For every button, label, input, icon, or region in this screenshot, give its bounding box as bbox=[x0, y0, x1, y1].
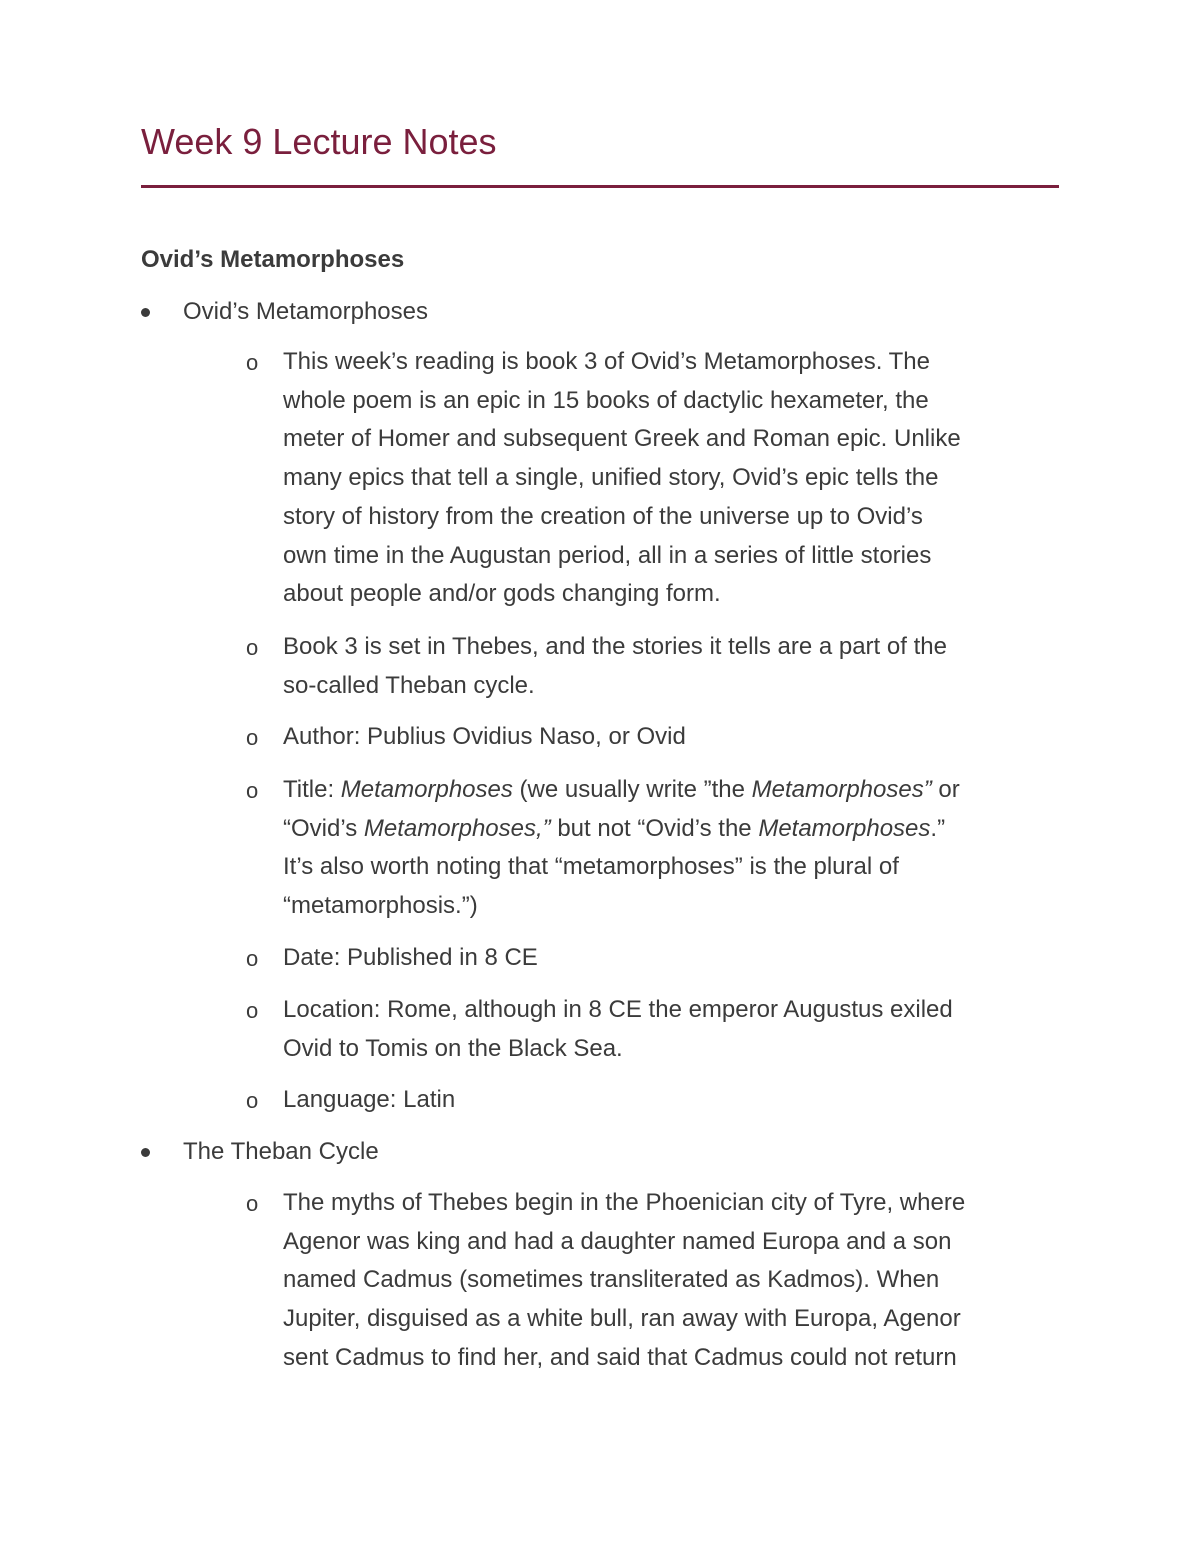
bullet-dot-icon bbox=[141, 308, 150, 317]
sub-item bbox=[246, 771, 1076, 926]
sub-item-text bbox=[283, 343, 1076, 614]
sub-item bbox=[246, 1184, 1076, 1378]
text-line: Language: Latin bbox=[283, 1086, 456, 1113]
text-line: The myths of Thebes begin in the Phoenician city of Tyre, where bbox=[283, 1189, 966, 1216]
bullet-label: Ovid’s Metamorphoses bbox=[183, 298, 428, 325]
text-line: named Cadmus (sometimes transliterated as Kadmos). When bbox=[283, 1266, 940, 1294]
sub-item-text bbox=[283, 939, 1076, 978]
sub-item-text bbox=[283, 1184, 1076, 1378]
sub-item-text bbox=[283, 991, 1076, 1068]
text-line: sent Cadmus to find her, and said that Cadmus could not return bbox=[283, 1343, 957, 1371]
sub-item bbox=[246, 718, 1076, 757]
sub-bullet-icon: o bbox=[246, 725, 259, 750]
sub-bullet-icon: o bbox=[246, 946, 259, 971]
sub-item bbox=[246, 1081, 1076, 1120]
text-line: This week’s reading is book 3 of Ovid’s Metamorphoses. The bbox=[283, 348, 930, 375]
text-line: Book 3 is set in Thebes, and the stories it tells are a part of the bbox=[283, 633, 947, 660]
sub-bullet-icon: o bbox=[246, 635, 259, 660]
sub-bullet-icon: o bbox=[246, 1088, 259, 1113]
sub-item bbox=[246, 343, 1076, 614]
sub-bullet-icon: o bbox=[246, 998, 259, 1023]
text-line: Ovid to Tomis on the Black Sea. bbox=[283, 1034, 623, 1062]
sub-item-text bbox=[283, 718, 1076, 757]
text-line: Jupiter, disguised as a white bull, ran away with Europa, Agenor bbox=[283, 1305, 961, 1333]
sub-bullet-icon: o bbox=[246, 778, 259, 803]
text-line: own time in the Augustan period, all in a series of little stories bbox=[283, 541, 932, 569]
text-line: Author: Publius Ovidius Naso, or Ovid bbox=[283, 723, 686, 750]
text-line: “Ovid’s Metamorphoses,” but not “Ovid’s the Metamorphoses.” bbox=[283, 814, 946, 842]
text-line: “metamorphosis.”) bbox=[283, 892, 478, 920]
title-divider bbox=[141, 185, 1059, 188]
text-line: Title: Metamorphoses (we usually write ”the Metamorphoses” or bbox=[283, 776, 960, 803]
text-line: whole poem is an epic in 15 books of dactylic hexameter, the bbox=[283, 386, 929, 414]
text-line: story of history from the creation of the universe up to Ovid’s bbox=[283, 502, 923, 530]
bullet-label: The Theban Cycle bbox=[183, 1138, 379, 1165]
sub-bullet-icon: o bbox=[246, 350, 259, 375]
text-line: Date: Published in 8 CE bbox=[283, 944, 538, 971]
sub-item-text bbox=[283, 1081, 1076, 1120]
text-line: It’s also worth noting that “metamorphoses” is the plural of bbox=[283, 853, 899, 881]
sub-item bbox=[246, 939, 1076, 978]
text-line: Location: Rome, although in 8 CE the emperor Augustus exiled bbox=[283, 996, 953, 1023]
section-heading: Ovid’s Metamorphoses bbox=[141, 246, 405, 273]
document-title: Week 9 Lecture Notes bbox=[141, 121, 497, 162]
bullet-dot-icon bbox=[141, 1148, 150, 1157]
text-line: so-called Theban cycle. bbox=[283, 671, 535, 699]
text-line: meter of Homer and subsequent Greek and Roman epic. Unlike bbox=[283, 425, 961, 453]
sub-item bbox=[246, 628, 1076, 705]
sub-item-text bbox=[283, 771, 1076, 926]
sub-bullet-icon: o bbox=[246, 1191, 259, 1216]
text-line: about people and/or gods changing form. bbox=[283, 580, 721, 608]
text-line: many epics that tell a single, unified story, Ovid’s epic tells the bbox=[283, 464, 939, 492]
sub-item bbox=[246, 991, 1076, 1068]
text-line: Agenor was king and had a daughter named Europa and a son bbox=[283, 1227, 952, 1255]
sub-item-text bbox=[283, 628, 1076, 705]
